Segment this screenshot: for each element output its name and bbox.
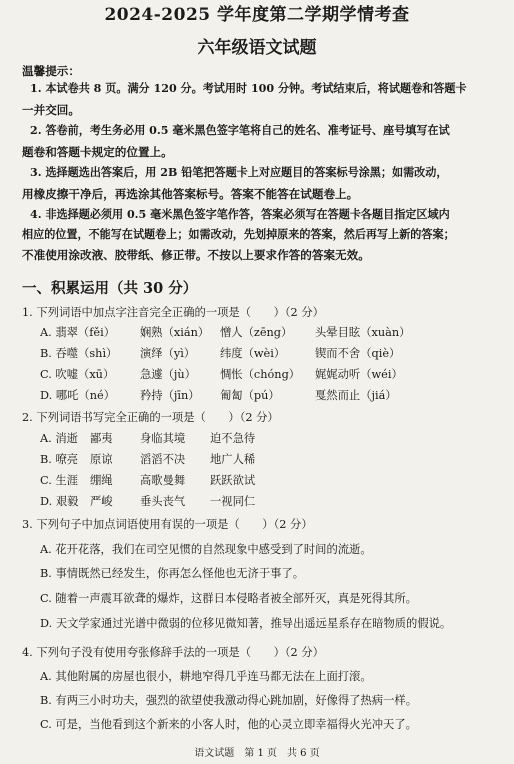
question-option: B. 嘹亮 原谅 滔滔不决 地广人稀 [40, 453, 256, 466]
question-option: B. 事情既然已经发生，你再怎么怪他也无济于事了。 [40, 567, 305, 580]
notice-heading: 温馨提示： [22, 64, 80, 78]
question-option: A. 花开花落，我们在司空见惯的自然现象中感受到了时间的流逝。 [40, 543, 372, 556]
notice-line: 3. 选择题选出答案后，用 2B 铅笔把答题卡上对应题目的答案标号涂黑；如需改动， [30, 166, 448, 179]
exam-title: 2024-2025 学年度第二学期学情考查 [104, 5, 410, 25]
question-option: D. 哪吒（né） 矜持（jīn） 匍匐（pú） 戛然而止（jiá） [40, 389, 397, 402]
question-option: D. 天文学家通过光谱中微弱的位移见微知著，推导出遥远星系存在暗物质的假说。 [40, 617, 452, 630]
question-option: A. 翡翠（fěi） 娴熟（xián） 憎人（zēng） 头晕目眩（xuàn） [40, 326, 411, 339]
notice-line: 2. 答卷前，考生务必用 0.5 毫米黑色签字笔将自己的姓名、准考证号、座号填写在试 [30, 124, 450, 137]
question-option: B. 有两三小时功夫，强烈的欲望使我激动得心跳加剧，好像得了热病一样。 [40, 694, 417, 707]
question-option: C. 生涯 绷绳 高歌曼舞 跃跃欲试 [40, 474, 256, 487]
question-option: C. 吹嘘（xū） 急遽（jù） 惆怅（chóng） 娓娓动听（wéi） [40, 368, 403, 381]
notice-line: 用橡皮擦干净后，再选涂其他答案标号。答案不能答在试题卷上。 [22, 187, 359, 201]
notice-line: 4. 非选择题必须用 0.5 毫米黑色签字笔作答，答案必须写在答题卡各题目指定区域内 [30, 208, 450, 221]
notice-line: 相应的位置，不能写在试题卷上；如需改动，先划掉原来的答案，然后再写上新的答案； [22, 228, 455, 241]
question-option: D. 艰毅 严峻 垂头丧气 一视同仁 [40, 495, 256, 508]
question-option: C. 可是，当他看到这个新来的小客人时，他的心灵立即幸福得火光冲天了。 [40, 718, 417, 731]
question-option: B. 吞噬（shì） 演绎（yì） 纬度（wèi） 锲而不舍（qiè） [40, 347, 401, 360]
question-stem: 2. 下列词语书写完全正确的一项是（ ）（2 分） [22, 411, 279, 424]
paper-title: 六年级语文试题 [197, 38, 317, 58]
question-option: A. 其他附属的房屋也很小，耕地窄得几乎连马都无法在上面打滚。 [40, 670, 372, 683]
notice-line: 一并交回。 [22, 103, 80, 117]
section-title: 一、积累运用（共 30 分） [22, 280, 198, 297]
question-stem: 3. 下列句子中加点词语使用有误的一项是（ ）（2 分） [22, 518, 313, 531]
question-stem: 4. 下列句子没有使用夸张修辞手法的一项是（ ）（2 分） [22, 646, 324, 659]
notice-line: 不准使用涂改液、胶带纸、修正带。不按以上要求作答的答案无效。 [22, 248, 370, 262]
notice-line: 题卷和答题卡规定的位置上。 [22, 145, 173, 159]
page-footer: 语文试题 第 1 页 共 6 页 [194, 748, 320, 759]
question-stem: 1. 下列词语中加点字注音完全正确的一项是（ ）（2 分） [22, 306, 324, 319]
question-option: C. 随着一声震耳欲聋的爆炸，这群日本侵略者被全部歼灭，真是死得其所。 [40, 592, 417, 605]
question-option: A. 消逝 鄙夷 身临其境 迫不急待 [40, 432, 256, 445]
notice-line: 1. 本试卷共 8 页。满分 120 分。考试用时 100 分钟。考试结束后，将试题卷和答题卡 [30, 82, 467, 95]
